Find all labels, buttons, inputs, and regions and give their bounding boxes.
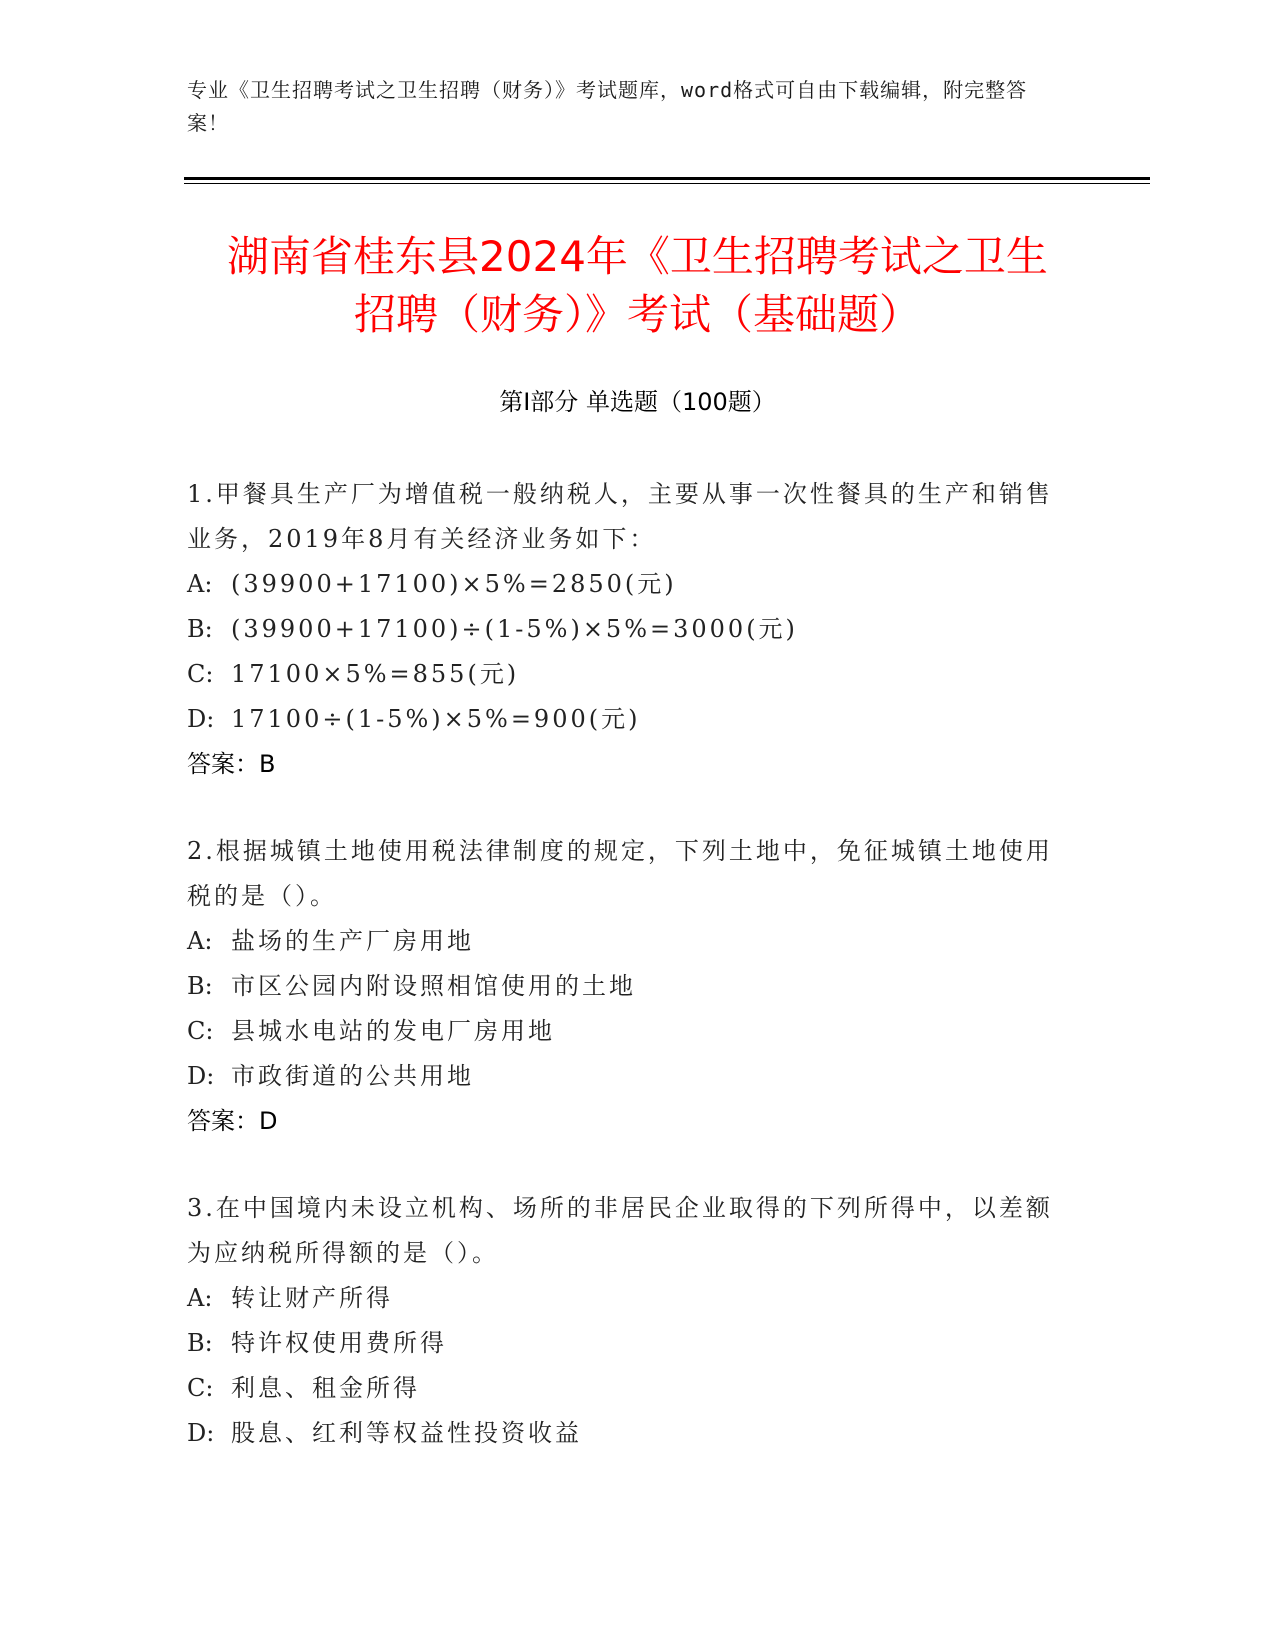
option-d: [187, 1411, 1067, 1456]
option-letter: C:: [187, 1374, 214, 1402]
option-text: 股息、红利等权益性投资收益: [231, 1419, 582, 1447]
section-heading: 第Ⅰ部分 单选题（100题）: [499, 388, 776, 416]
option-letter: B:: [187, 972, 213, 1000]
option-letter: C:: [187, 1017, 214, 1045]
option-letter: B:: [187, 615, 213, 643]
header-note: 专业《卫生招聘考试之卫生招聘（财务）》考试题库，word格式可自由下载编辑，附完整答案！: [187, 78, 1028, 135]
option-text: (39900+17100)÷(1-5%)×5%=3000(元): [231, 615, 798, 643]
option-a: [187, 1276, 1067, 1321]
option-text: 17100÷(1-5%)×5%=900(元): [231, 705, 641, 733]
option-a: [187, 919, 1067, 964]
option-b: [187, 964, 1067, 1009]
option-b: [187, 607, 1067, 652]
answer-line: 答案：D: [187, 1107, 278, 1135]
option-letter: D:: [187, 1419, 215, 1447]
document-title-line-1: 湖南省桂东县2024年《卫生招聘考试之卫生: [227, 232, 1048, 281]
option-b: [187, 1321, 1067, 1366]
option-letter: A:: [187, 1284, 213, 1312]
question-stem: 2.根据城镇土地使用税法律制度的规定，下列土地中，免征城镇土地使用税的是（）。: [187, 837, 1053, 910]
option-letter: C:: [187, 660, 214, 688]
option-d: [187, 697, 1067, 742]
option-c: [187, 1009, 1067, 1054]
option-letter: A:: [187, 927, 213, 955]
option-text: (39900+17100)×5%=2850(元): [231, 570, 677, 598]
option-text: 盐场的生产厂房用地: [231, 927, 474, 955]
option-letter: D:: [187, 1062, 215, 1090]
option-text: 特许权使用费所得: [231, 1329, 447, 1357]
question-3: [187, 1186, 1067, 1456]
question-2: [187, 829, 1067, 1144]
header-divider-thin: [184, 183, 1150, 184]
question-1: [187, 472, 1067, 787]
option-letter: D:: [187, 705, 215, 733]
option-text: 利息、租金所得: [231, 1374, 420, 1402]
question-stem: 3.在中国境内未设立机构、场所的非居民企业取得的下列所得中，以差额为应纳税所得额的是（）。: [187, 1194, 1053, 1267]
answer-line: 答案：B: [187, 750, 276, 778]
option-letter: B:: [187, 1329, 213, 1357]
option-text: 市区公园内附设照相馆使用的土地: [231, 972, 636, 1000]
option-d: [187, 1054, 1067, 1099]
document-title-line-2: 招聘（财务）》考试（基础题）: [353, 290, 921, 339]
option-text: 市政街道的公共用地: [231, 1062, 474, 1090]
option-letter: A:: [187, 570, 213, 598]
question-list: [187, 472, 1067, 1498]
option-text: 17100×5%=855(元): [231, 660, 520, 688]
option-c: [187, 1366, 1067, 1411]
document-title: [150, 228, 1125, 344]
header-divider-thick: [184, 177, 1150, 180]
option-text: 县城水电站的发电厂房用地: [231, 1017, 555, 1045]
option-text: 转让财产所得: [231, 1284, 393, 1312]
option-a: [187, 562, 1067, 607]
option-c: [187, 652, 1067, 697]
question-stem: 1.甲餐具生产厂为增值税一般纳税人，主要从事一次性餐具的生产和销售业务，2019年8月有关经济业务如下：: [187, 480, 1053, 553]
